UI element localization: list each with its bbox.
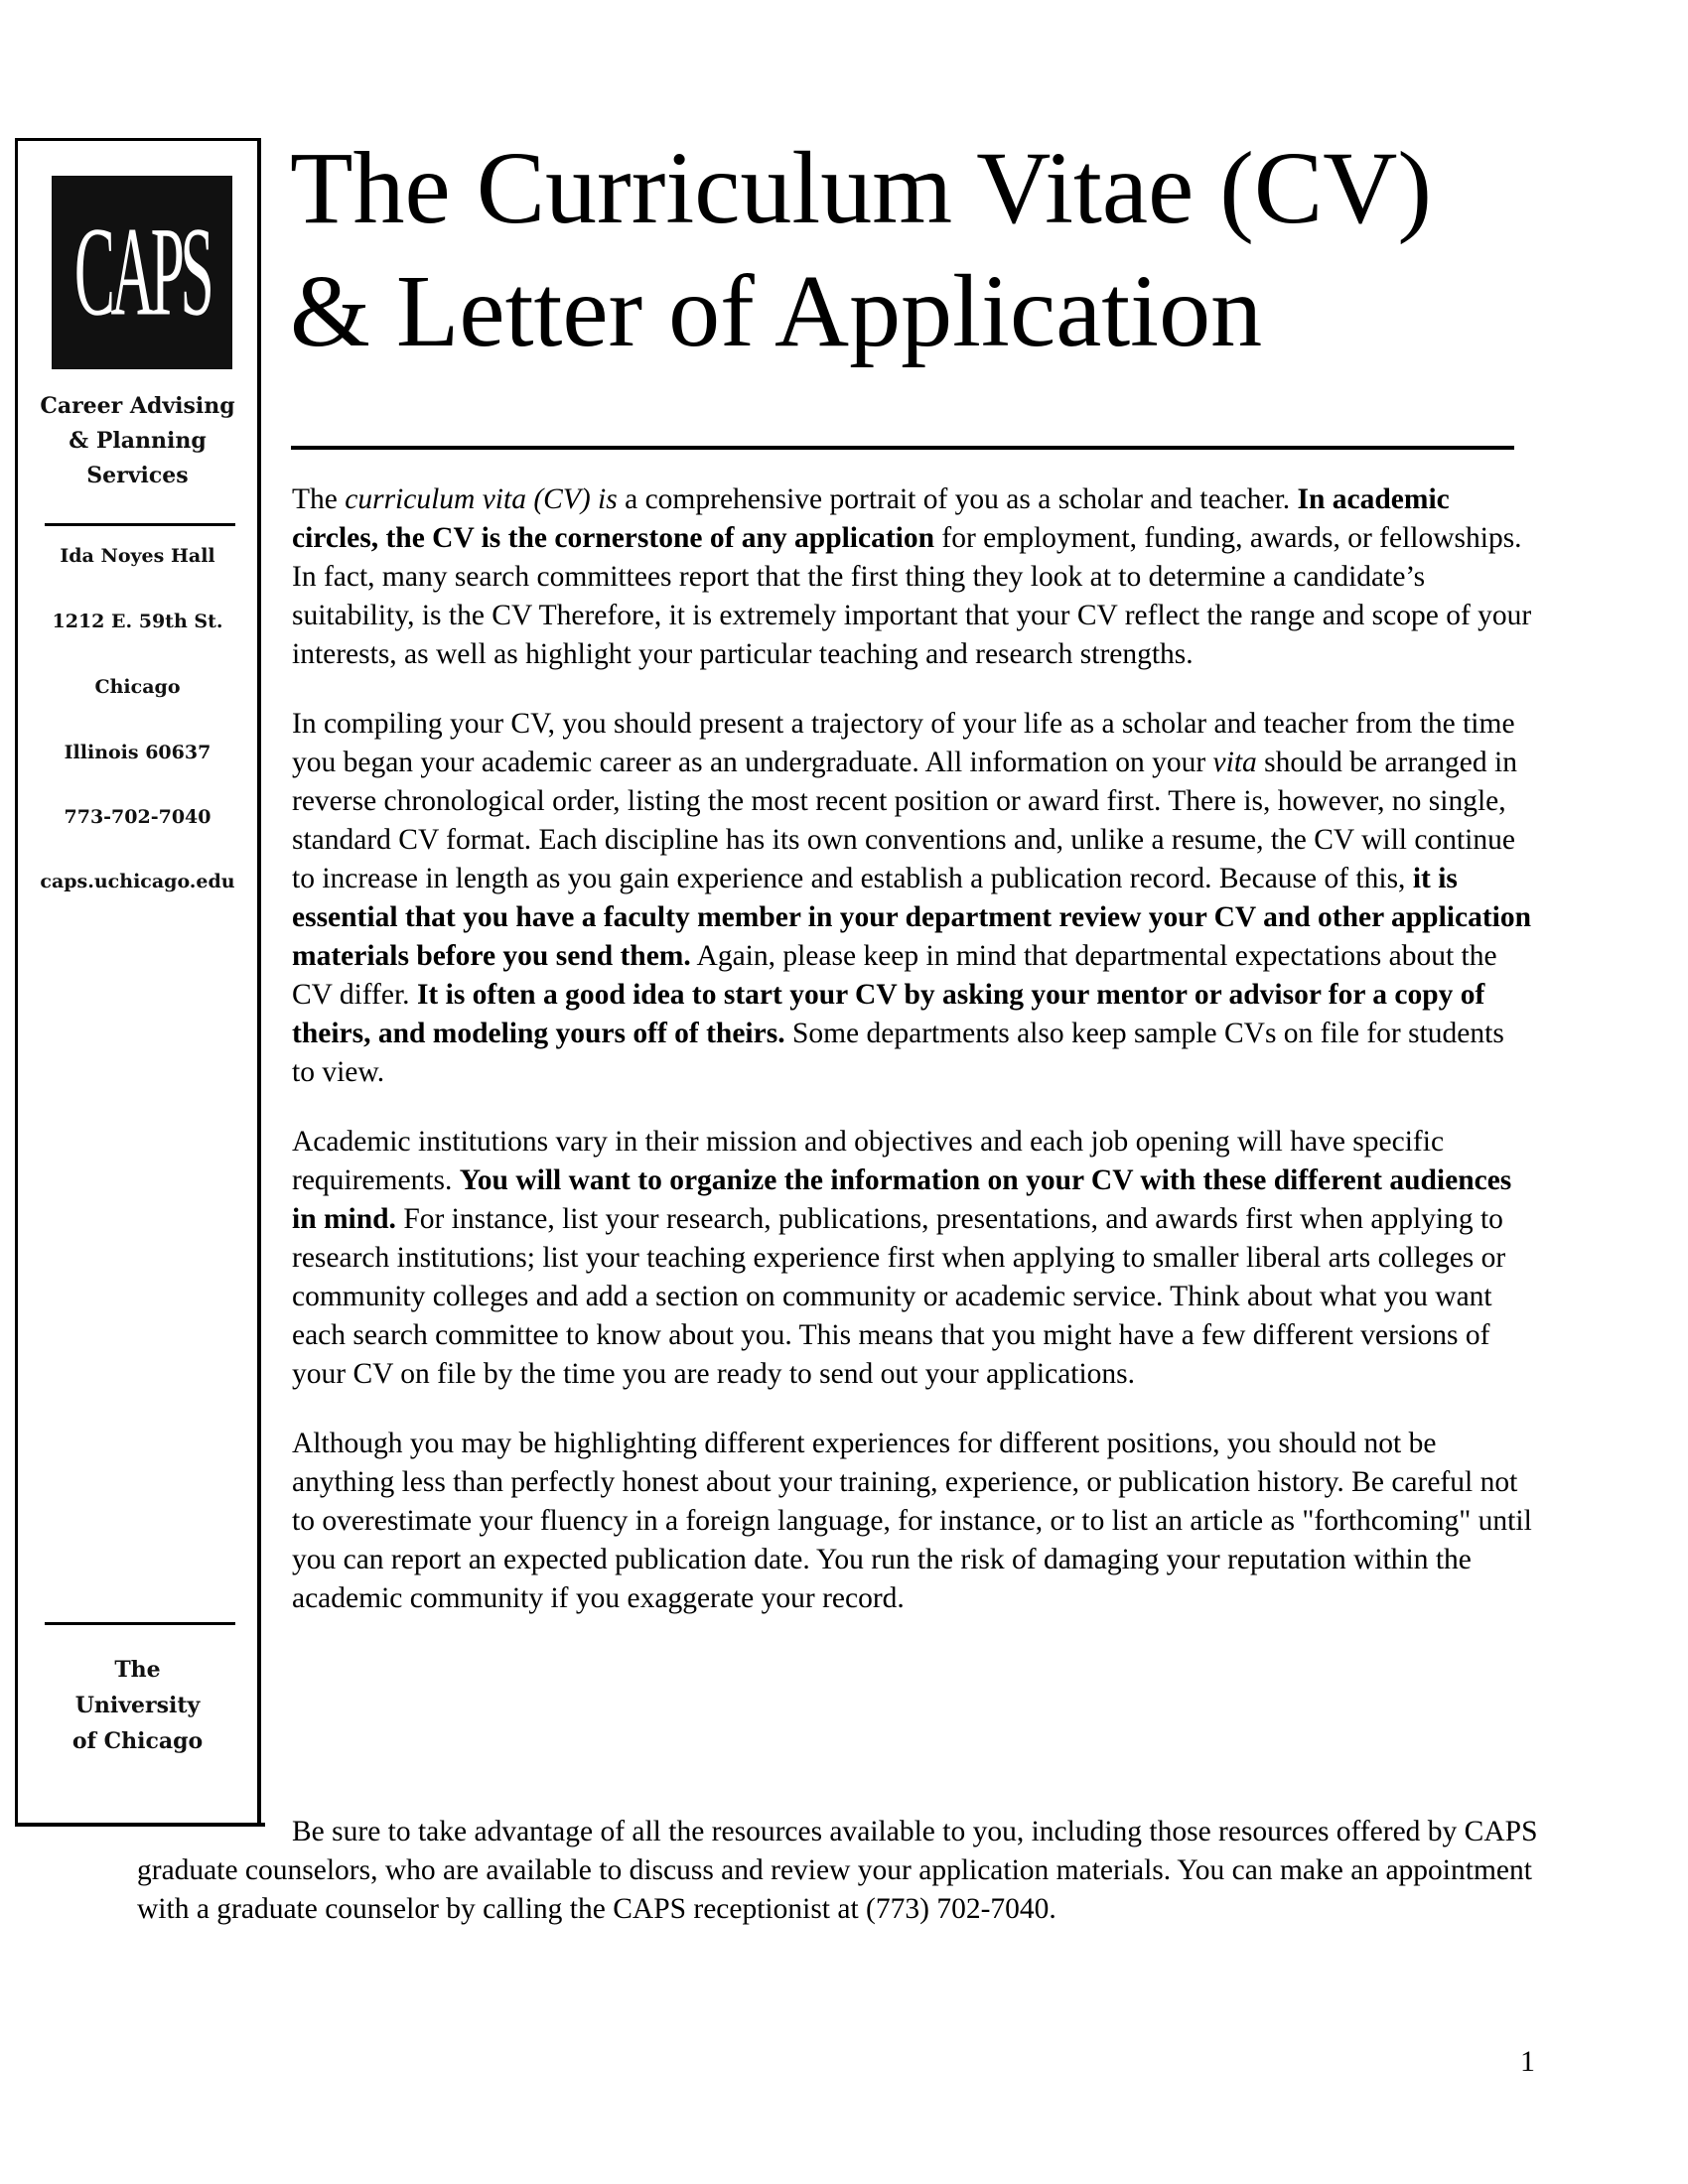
address-street: 1212 E. 59th St. (52, 611, 223, 632)
document-body (292, 480, 1533, 1649)
page-title: The Curriculum Vitae (CV) & Letter of Application (290, 131, 1432, 368)
org-name: Career Advising & Planning Services (40, 393, 235, 488)
address-state: Illinois 60637 (64, 742, 211, 763)
paragraph-compiling: In compiling your CV, you should present a trajectory of your life as a scholar and teacher from the time you began your academic career as an undergraduate. All information on your vita should be arranged in reverse chronological order, listing the most recent position or award first. There is, however, no single, standard CV format. Each discipline has its own conventions and, unlike a resume, the CV will continue to increase in length as you gain experience and establish a publication record. Because of this, it is essential that you have a faculty member in your department review your CV and other application materials before you send them. Again, please keep in mind that departmental expectations about the CV differ. It is often a good idea to start your CV by asking your mentor or advisor for a copy of theirs, and modeling yours off of theirs. Some departments also keep sample CVs on file for students to view. (292, 708, 1532, 1088)
address-website: caps.uchicago.edu (40, 871, 235, 892)
title-divider (291, 446, 1514, 450)
paragraph-intro: The curriculum vita (CV) is a comprehensive portrait of you as a scholar and teacher. In academic circles, the CV is the cornerstone of any application for employment, funding, awards, or fellowships. In fact, many search committees report that the first thing they look at to determine a candidate’s suitability, is the CV Therefore, it is extremely important that your CV reflect the range and scope of your interests, as well as highlight your particular teaching and research strengths. (292, 483, 1532, 670)
sidebar-divider (45, 523, 235, 526)
paragraph-resources: Be sure to take advantage of all the resources available to you, including those resources offered by CAPS graduate counselors, who are available to discuss and review your application materials. You can make an appointment with a graduate counselor by calling the CAPS receptionist at (773) 702-7040. (137, 1816, 1538, 1925)
sidebar-divider (45, 1622, 235, 1625)
paragraph-honesty: Although you may be highlighting different experiences for different positions, you should not be anything less than perfectly honest about your training, experience, or publication history. Be careful not to overestimate your fluency in a foreign language, for instance, or to list an article as "forthcoming" until you can report an expected publication date. You run the risk of damaging your reputation within the academic community if you exaggerate your record. (292, 1428, 1532, 1614)
sidebar-panel (15, 138, 261, 1824)
address-phone: 773-702-7040 (64, 806, 211, 828)
caps-logo: CAPS (52, 176, 232, 369)
address-city: Chicago (94, 676, 181, 698)
paragraph-institutions: Academic institutions vary in their mission and objectives and each job opening will have specific requirements. You will want to organize the information on your CV with these different audiences in mind. For instance, list your research, publications, presentations, and awards first when applying to research institutions; list your teaching experience first when applying to smaller liberal arts colleges or community colleges and add a section on community or academic service. Think about what you want each search committee to know about you. This means that you might have a few different versions of your CV on file by the time you are ready to send out your applications. (292, 1126, 1512, 1390)
university-name: The University of Chicago (71, 1657, 204, 1754)
page-number: 1 (1520, 2045, 1535, 2078)
address-building: Ida Noyes Hall (60, 545, 215, 567)
